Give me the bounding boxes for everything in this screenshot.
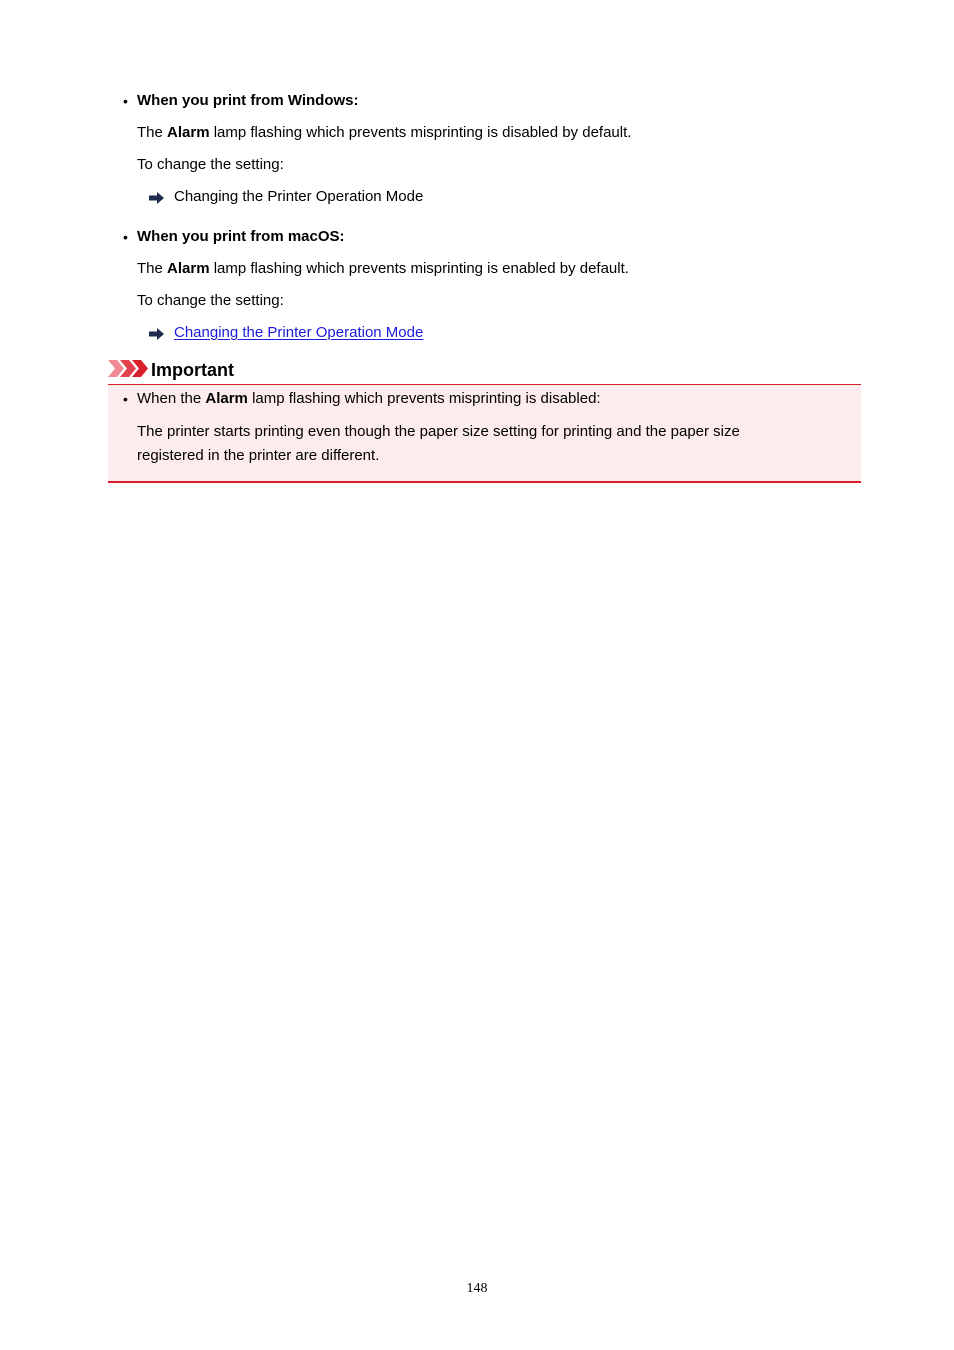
important-title: Important xyxy=(151,360,234,380)
important-detail-line: registered in the printer are different. xyxy=(137,447,380,464)
bullet: • xyxy=(123,391,128,407)
alarm-term: Alarm xyxy=(167,260,210,277)
operation-mode-link[interactable]: Changing the Printer Operation Mode xyxy=(174,324,424,341)
right-arrow-icon xyxy=(149,192,164,204)
operation-mode-reference: Changing the Printer Operation Mode xyxy=(174,188,424,205)
important-detail-line: The printer starts printing even though the paper size setting for printing and the paper size xyxy=(137,423,740,440)
important-chevrons-icon xyxy=(108,360,148,377)
change-setting-label: To change the setting: xyxy=(137,292,284,309)
important-item: When the Alarm lamp flashing which prevents misprinting is disabled: xyxy=(137,390,601,407)
important-header xyxy=(108,357,861,385)
alarm-term: Alarm xyxy=(167,124,210,141)
change-setting-label: To change the setting: xyxy=(137,156,284,173)
page-number: 148 xyxy=(466,1281,488,1296)
important-box xyxy=(108,385,861,483)
bullet: • xyxy=(123,229,128,245)
section-heading: When you print from macOS: xyxy=(137,228,345,245)
section-description: The Alarm lamp flashing which prevents misprinting is disabled by default. xyxy=(137,124,632,141)
right-arrow-icon xyxy=(149,328,164,340)
bullet: • xyxy=(123,93,128,109)
section-heading: When you print from Windows: xyxy=(137,92,359,109)
alarm-term: Alarm xyxy=(205,390,248,407)
section-description: The Alarm lamp flashing which prevents misprinting is enabled by default. xyxy=(137,260,629,277)
